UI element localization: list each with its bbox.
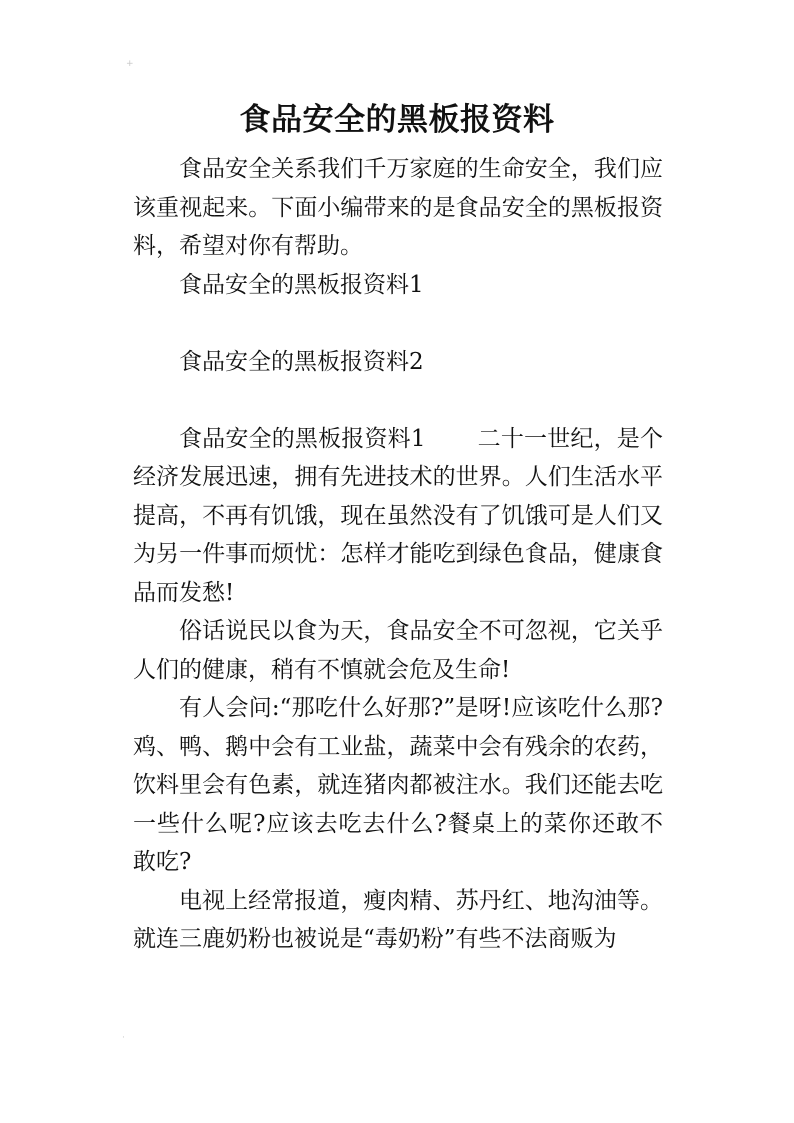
body-paragraph: 电视上经常报道，瘦肉精、苏丹红、地沟油等。就连三鹿奶粉也被说是“毒奶粉”有些不法商贩为 [133, 887, 663, 952]
document-body [133, 150, 663, 959]
corner-crop-mark: + [126, 59, 134, 69]
section-1-text: 二十一世纪，是个经济发展迅速，拥有先进技术的世界。人们生活水平提高，不再有饥饿，现在虽然没有了饥饿可是人们又为另一件事而烦忧：怎样才能吃到绿色食品，健康食品而发愁! [133, 425, 663, 606]
toc-item-2: 食品安全的黑板报资料2 [179, 348, 424, 375]
toc-item-1: 食品安全的黑板报资料1 [179, 271, 424, 298]
body-paragraph: 有人会问:“那吃什么好那?”是呀!应该吃什么那?鸡、鸭、鹅中会有工业盐，蔬菜中会有残余的农药，饮料里会有色素，就连猪肉都被注水。我们还能去吃一些什么呢?应该去吃去什么?餐桌上的菜你还敢不敢吃? [133, 695, 663, 875]
document-title: 食品安全的黑板报资料 [239, 102, 555, 138]
body-paragraph: 俗话说民以食为天，食品安全不可忽视，它关乎人们的健康，稍有不慎就会危及生命! [133, 618, 663, 683]
corner-crop-mark: · [122, 1033, 125, 1043]
section-1-paragraph [133, 420, 663, 613]
intro-paragraph: 食品安全关系我们千万家庭的生命安全，我们应该重视起来。下面小编带来的是食品安全的黑板报资料，希望对你有帮助。 [133, 156, 663, 259]
blank-line [133, 304, 663, 343]
section-1-heading: 食品安全的黑板报资料1 [179, 425, 426, 452]
blank-line [133, 381, 663, 420]
